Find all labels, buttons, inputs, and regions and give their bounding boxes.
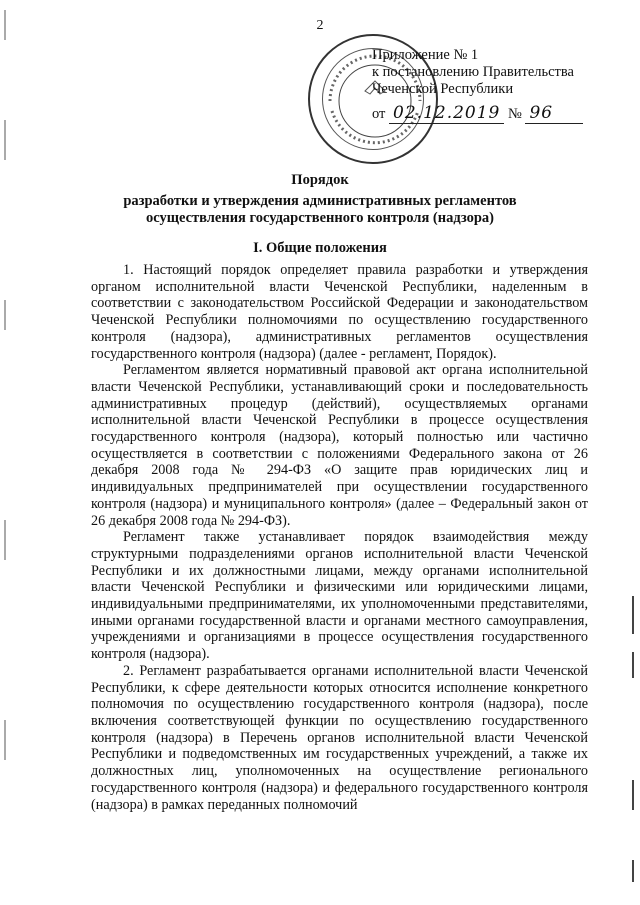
paragraph: 2. Регламент разрабатывается органами исполнительной власти Чеченской Республики, к сфере деятельности которых относится исполнение конкретного полномочия по осуществлению государственного контроля (надзора), после включения соответствующей функции по осуществлению государственного контроля (надзора) в Перечень органов исполнительной власти Чеченской Республики и подведомственных им государственных учреждений, а также их должностных лиц, уполномоченных на осуществление регионального государственного контроля (надзора) и федерального государственного контроля (надзора) в рамках переданных полномочий bbox=[91, 662, 588, 813]
number-prefix: № bbox=[508, 106, 522, 122]
doc-title-line-3: осуществления государственного контроля (надзора) bbox=[145, 210, 494, 226]
registration-line bbox=[372, 103, 583, 124]
appendix-header bbox=[372, 47, 574, 98]
paragraph: 1. Настоящий порядок определяет правила разработки и утверждения органом исполнительной власти Чеченской Республики, наделенным в соответствии с законодательством Российской Федерации и законодательством Чеченской Республики полномочиями по осуществлению государственного контроля (надзора), административных регламентов осуществления государственного контроля (надзора) (далее - регламент, Порядок). bbox=[91, 262, 588, 362]
date-prefix: от bbox=[372, 106, 386, 122]
document-body bbox=[91, 262, 588, 813]
section-heading: I. Общие положения bbox=[253, 240, 387, 256]
doc-title-line-2: разработки и утверждения административных регламентов bbox=[123, 193, 517, 209]
doc-title-line-1: Порядок bbox=[291, 172, 349, 188]
appendix-line-1: Приложение № 1 bbox=[372, 47, 479, 63]
appendix-line-3: Чеченской Республики bbox=[372, 81, 514, 97]
margin-mark bbox=[632, 780, 634, 810]
margin-mark bbox=[632, 596, 634, 634]
handwritten-number: 96 bbox=[525, 103, 583, 124]
appendix-line-2: к постановлению Правительства bbox=[372, 64, 574, 80]
margin-mark bbox=[632, 860, 634, 882]
page-number: 2 bbox=[316, 18, 324, 33]
margin-mark bbox=[632, 652, 634, 678]
scan-edge-marks bbox=[2, 0, 8, 905]
paragraph: Регламентом является нормативный правовой акт органа исполнительной власти Чеченской Республики, устанавливающий сроки и последовательность административных процедур (действий), осуществляемых органами исполнительной власти Чеченской Республики в процессе осуществления государственного контроля (надзора), который полностью или частично осуществляется в соответствии с положениями Федерального закона от 26 декабря 2008 года № 294-ФЗ «О защите прав юридических лиц и индивидуальных предпринимателей при осуществлении государственного контроля (надзора) и муниципального контроля» (далее – Федеральный закон от 26 декабря 2008 года № 294-ФЗ). bbox=[91, 362, 588, 529]
paragraph: Регламент также устанавливает порядок взаимодействия между структурными подразделениями органов исполнительной власти Чеченской Республики и их должностными лицами, между органами исполнительной власти Чеченской Республики и физическими или юридическими лицами, индивидуальными предпринимателями, их уполномоченными представителями, иными органами государственной власти и органами местного самоуправления, учреждениями и организациями в процессе осуществления государственного контроля (надзора). bbox=[91, 529, 588, 663]
handwritten-date: 02.12.2019 bbox=[389, 103, 504, 124]
